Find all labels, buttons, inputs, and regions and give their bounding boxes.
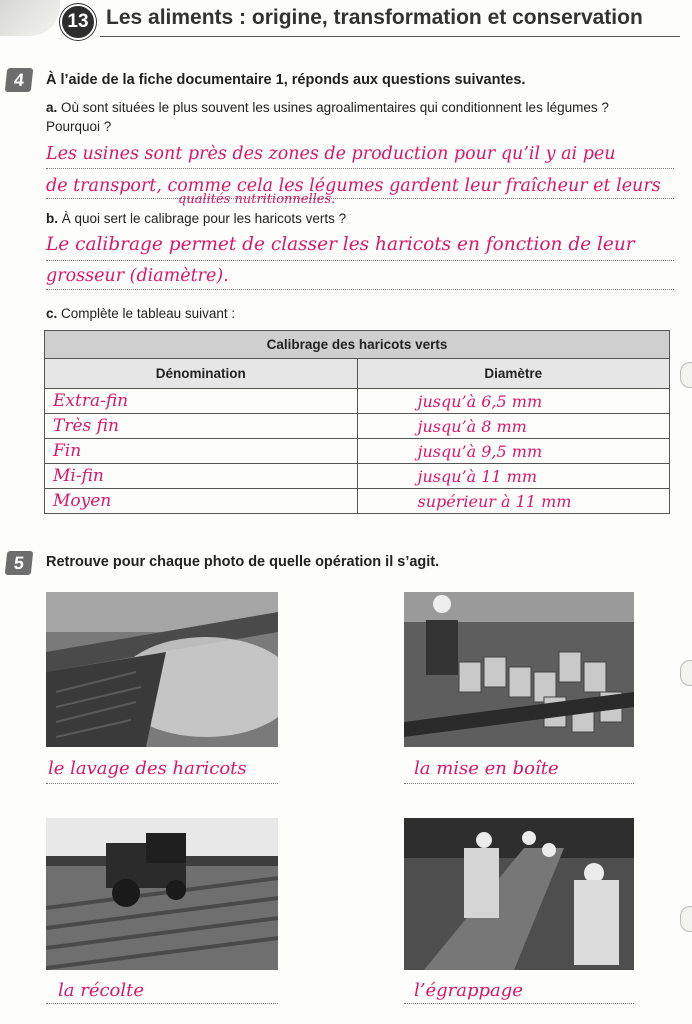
- binder-ring: [680, 660, 692, 686]
- answer-line: [46, 289, 674, 290]
- table-cell-diameter: jusqu’à 9,5 mm: [357, 439, 670, 464]
- table-row: [45, 464, 670, 489]
- canning-illustration: [404, 592, 634, 747]
- table-row: [45, 414, 670, 439]
- washing-illustration: [46, 592, 278, 747]
- answer-b-line-1: Le calibrage permet de classer les haricots en fonction de leur: [46, 234, 635, 255]
- chapter-title: Les aliments : origine, transformation et conservation: [106, 6, 643, 29]
- question-a-why: Pourquoi ?: [46, 119, 112, 134]
- binder-ring: [680, 906, 692, 932]
- question-a-label: a.: [46, 100, 58, 115]
- caption-destemming: l’égrappage: [414, 980, 523, 1001]
- question-b-text: À quoi sert le calibrage pour les haricots verts ?: [61, 211, 347, 226]
- exercise-5-badge: 5: [5, 551, 34, 575]
- exercise-4-instruction: À l’aide de la fiche documentaire 1, réponds aux questions suivantes.: [46, 72, 526, 88]
- answer-a-line-3: qualités nutritionnelles.: [178, 192, 336, 207]
- header-rule: [100, 36, 680, 37]
- table-cell-name: Extra-fin: [45, 389, 358, 414]
- question-b-label: b.: [46, 211, 58, 226]
- binder-ring: [680, 362, 692, 388]
- table-header-diameter: Diamètre: [357, 359, 670, 389]
- exercise-5-instruction: Retrouve pour chaque photo de quelle opération il s’agit.: [46, 554, 440, 570]
- question-a-text: Où sont situées le plus souvent les usines agroalimentaires qui conditionnent les légumes ?: [61, 100, 609, 115]
- destemming-illustration: [404, 818, 634, 970]
- answer-line: [46, 168, 674, 169]
- table-row: [45, 489, 670, 514]
- exercise-4-badge: 4: [5, 68, 34, 92]
- table-cell-diameter: jusqu’à 6,5 mm: [357, 389, 670, 414]
- caption-canning: la mise en boîte: [414, 758, 559, 779]
- chapter-header: [0, 0, 692, 40]
- caption-harvest: la récolte: [58, 980, 145, 1001]
- caption-line: [46, 783, 278, 784]
- caption-line: [46, 1003, 278, 1004]
- table-cell-diameter: supérieur à 11 mm: [357, 489, 670, 514]
- question-c-label: c.: [46, 306, 58, 321]
- photo-washing: [46, 592, 278, 747]
- answer-line: [46, 260, 674, 261]
- calibration-table: [44, 330, 670, 514]
- photo-canning: [404, 592, 634, 747]
- table-title: Calibrage des haricots verts: [45, 331, 670, 359]
- caption-washing: le lavage des haricots: [48, 758, 247, 779]
- answer-line: [46, 198, 674, 199]
- table-row: [45, 439, 670, 464]
- table-cell-diameter: jusqu’à 11 mm: [357, 464, 670, 489]
- answer-b-line-2: grosseur (diamètre).: [46, 266, 229, 286]
- harvest-illustration: [46, 818, 278, 970]
- photo-destemming: [404, 818, 634, 970]
- table-cell-name: Fin: [45, 439, 358, 464]
- question-b: [46, 211, 346, 226]
- header-leaf-decoration: [0, 0, 60, 36]
- question-a: [46, 100, 609, 115]
- table-row: [45, 389, 670, 414]
- photo-harvest: [46, 818, 278, 970]
- caption-line: [404, 1003, 634, 1004]
- table-cell-diameter: jusqu’à 8 mm: [357, 414, 670, 439]
- table-cell-name: Très fin: [45, 414, 358, 439]
- chapter-number-badge: 13: [60, 4, 96, 40]
- caption-line: [404, 783, 634, 784]
- table-cell-name: Moyen: [45, 489, 358, 514]
- answer-a-line-1: Les usines sont près des zones de production pour qu’il y ai peu: [46, 144, 616, 164]
- question-c: [46, 306, 235, 321]
- answer-a-line-2: de transport, comme cela les légumes gardent leur fraîcheur et leurs: [46, 176, 661, 196]
- table-header-denomination: Dénomination: [45, 359, 358, 389]
- question-c-text: Complète le tableau suivant :: [61, 306, 236, 321]
- table-cell-name: Mi-fin: [45, 464, 358, 489]
